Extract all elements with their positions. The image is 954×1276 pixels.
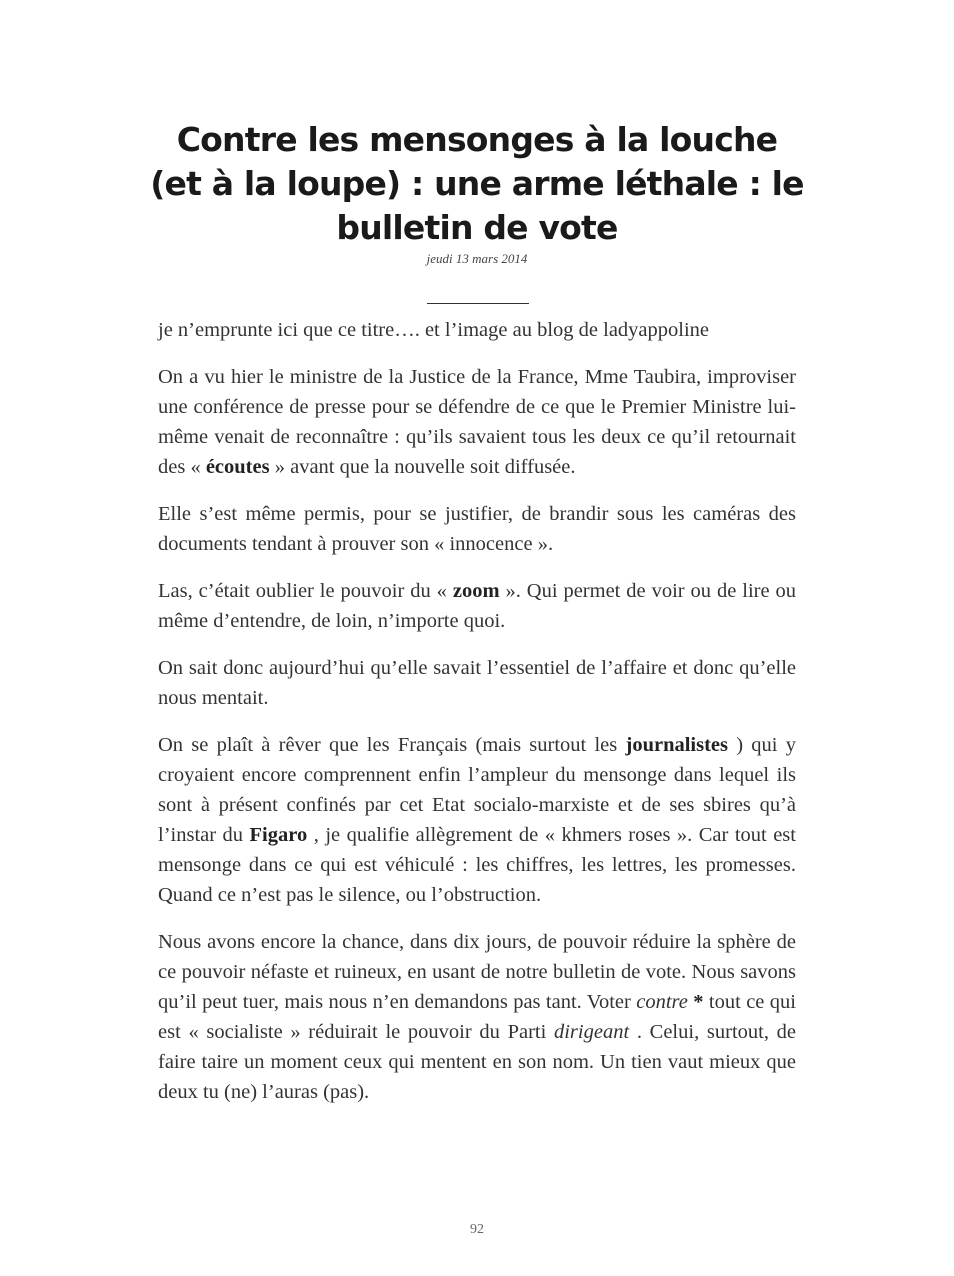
paragraph-3-text: Elle s’est même permis, pour se justifier, de brandir sous les caméras des documents tendant à prouver son « innocence ». — [158, 503, 796, 555]
paragraph-7-text-e: tout ce qui est « socialiste » réduirait le pouvoir du Parti — [158, 991, 797, 1043]
paragraph-7-text-a: Nous avons encore la chance, dans dix jours, de pouvoir réduire la sphère de ce pouvoir néfaste et ruineux, en usant de notre bulletin de vote. Nous savons qu’il peut tuer, mais nous n’en demandons pas tant. Voter — [158, 931, 796, 1013]
paragraph-7 — [158, 927, 796, 1107]
paragraph-6-bold-figaro: Figaro — [249, 824, 308, 846]
paragraph-1 — [158, 315, 796, 345]
separator-line — [427, 303, 529, 304]
paragraph-2-text-a: On a vu hier le ministre de la Justice de la France, Mme Taubira, improviser une conférence de presse pour se défendre de ce que le Premier Ministre lui-même venait de reconnaître : qu’ils savaient tous les deux ce qu’il retournait des « — [158, 366, 796, 478]
paragraph-4-text-a: Las, c’était oublier le pouvoir du « — [158, 580, 453, 602]
paragraph-2 — [158, 362, 796, 482]
paragraph-6 — [158, 730, 796, 910]
paragraph-2-text-c: » avant que la nouvelle soit diffusée. — [269, 456, 576, 478]
paragraph-7-text-g: . Celui, surtout, de faire taire un moment ceux qui mentent en son nom. Un tien vaut mieux que deux tu (ne) l’auras (pas). — [158, 1021, 796, 1103]
paragraph-4-text-c: ». Qui permet de voir ou de lire ou même d’entendre, de loin, n’importe quoi. — [158, 580, 796, 632]
paragraph-4 — [158, 576, 796, 636]
paragraph-6-text-c: ) qui y croyaient encore comprennent enfin l’ampleur du mensonge dans lequel ils sont à présent confinés par cet Etat socialo-marxiste et de ses sbires qu’à l’instar du — [158, 734, 796, 846]
paragraph-6-bold-journalistes: journalistes — [625, 734, 728, 756]
paragraph-6-text-a: On se plaît à rêver que les Français (mais surtout les — [158, 734, 626, 756]
paragraph-7-italic-contre: contre — [636, 991, 688, 1013]
paragraph-3 — [158, 499, 796, 559]
article-title: Contre les mensonges à la louche (et à la loupe) : une arme léthale : le bulletin de vote — [150, 120, 804, 247]
paragraph-1-text: je n’emprunte ici que ce titre…. et l’image au blog de ladyappoline — [158, 319, 710, 341]
paragraph-5 — [158, 653, 796, 713]
page-number: 92 — [470, 1222, 484, 1237]
paragraph-7-italic-dirigeant: dirigeant — [553, 1021, 630, 1043]
paragraph-5-text: On sait donc aujourd’hui qu’elle savait l’essentiel de l’affaire et donc qu’elle nous mentait. — [158, 657, 796, 709]
paragraph-2-bold-ecoutes: écoutes — [205, 456, 270, 478]
paragraph-4-bold-zoom: zoom — [452, 580, 500, 602]
article-date: jeudi 13 mars 2014 — [426, 251, 528, 266]
paragraph-7-asterisk: * — [693, 991, 704, 1013]
paragraph-6-text-e: , je qualifie allègrement de « khmers roses ». Car tout est mensonge dans ce qui est véhiculé : les chiffres, les lettres, les promesses. Quand ce n’est pas le silence, ou l’obstruction. — [158, 824, 796, 906]
article-body — [158, 315, 796, 1124]
